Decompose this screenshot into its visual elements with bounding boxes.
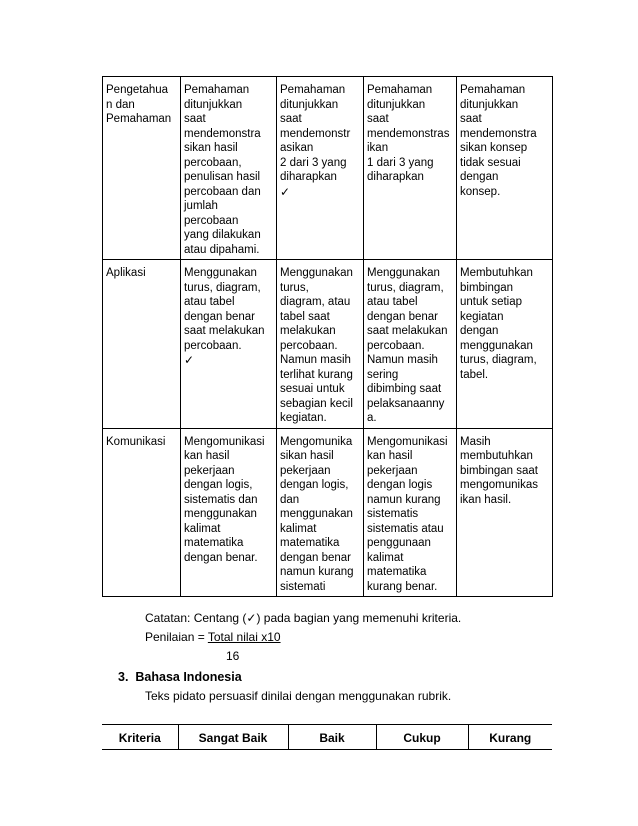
criteria-header-kurang: Kurang [468,725,552,750]
cell-line: konsep. [460,185,501,198]
rubric-cell [277,77,364,260]
cell-line: Masih [460,435,491,448]
cell-line: pekerjaan [280,464,331,477]
cell-line: Pemahaman [184,84,250,96]
cell-line: penggunaan [367,537,431,549]
rubric-cell [181,77,277,260]
cell-line: menggunakan [184,508,257,520]
cell-line: diharapkan [280,171,337,183]
cell-line: sistematis dan [184,493,258,506]
cell-line: mendemonstra [460,127,537,140]
cell-line: pekerjaan [367,464,418,477]
cell-line: matematika [184,537,244,549]
cell-line: dengan benar. [184,551,258,564]
cell-line: sesuai untuk [280,383,345,395]
criterion-line: Pemahaman [106,113,172,125]
penilaian-denominator: 16 [226,649,240,663]
cell-line: percobaan. [184,339,242,352]
section-description: Teks pidato persuasif dinilai dengan menggunakan rubrik. [145,689,452,703]
cell-line: ditunjukkan [460,98,519,111]
cell-line: sikan hasil [184,142,238,154]
cell-line: kegiatan. [280,412,327,424]
cell-line: dengan logis, [184,479,253,491]
cell-line: untuk setiap [460,296,523,308]
section-heading [118,670,242,684]
cell-line: membutuhkan [460,450,533,462]
cell-line: namun kurang [280,566,354,578]
cell-line: menggunakan [460,339,533,352]
rubric-body [103,77,553,597]
rubric-cell [277,428,364,597]
cell-line: ditunjukkan [184,98,243,111]
cell-line: sikan konsep [460,142,528,154]
cell-line: kalimat [280,522,317,535]
catatan-note: Catatan: Centang (✓) pada bagian yang memenuhi kriteria. [145,611,462,625]
cell-line: sering [367,368,399,381]
cell-line: namun kurang [367,493,441,506]
cell-line: kalimat [184,522,221,535]
cell-line: atau dipahami. [184,243,260,256]
cell-line: penulisan hasil [184,171,261,183]
rubric-cell [364,77,457,260]
cell-line: Namun masih [367,354,438,366]
criteria-header-sangat-baik: Sangat Baik [178,725,288,750]
cell-line: Menggunakan [184,267,257,279]
cell-line: mendemonstr [280,127,351,140]
criterion-cell [103,428,181,597]
rubric-cell [457,77,553,260]
cell-line: kan hasil [184,450,230,462]
cell-line: Membutuhkan [460,267,533,279]
cell-line: saat [460,113,482,125]
cell-line: mendemonstra [184,127,261,140]
cell-line: sikan hasil [280,450,334,462]
cell-line: sistematis [367,508,419,520]
section-title: Bahasa Indonesia [135,670,242,684]
cell-line: percobaan, [184,156,242,169]
cell-line: diharapkan [367,171,424,183]
cell-line: jumlah [184,200,218,212]
cell-line: ditunjukkan [367,98,426,111]
cell-line: turus, [280,281,309,294]
cell-line: kan hasil [367,450,413,462]
rubric-cell [181,428,277,597]
criterion-line: Pengetahua [106,84,169,96]
criteria-table [102,724,552,750]
cell-line: dengan logis, [280,479,349,491]
cell-line: percobaan [184,214,239,227]
cell-line: ikan [367,142,389,154]
cell-line: mengomunikas [460,479,538,491]
penilaian-numerator: Total nilai x10 [207,630,281,644]
cell-line: tabel saat [280,310,330,323]
cell-line: Namun masih [280,354,351,366]
cell-line: kegiatan [460,310,504,323]
cell-line: percobaan. [367,339,425,352]
check-icon: ✓ [184,353,195,367]
cell-line: mendemonstras [367,127,450,140]
cell-line: saat [367,113,389,125]
criterion-line: Komunikasi [106,435,166,448]
rubric-cell [457,260,553,429]
cell-line: dengan benar [367,310,438,323]
cell-line: percobaan dan [184,185,261,198]
cell-line: atau tabel [367,296,418,308]
rubric-cell [457,428,553,597]
rubric-table [102,76,553,597]
criteria-header-cukup: Cukup [376,725,468,750]
penilaian-prefix: Penilaian = [145,630,208,644]
cell-line: matematika [367,566,427,578]
cell-line: atau tabel [184,296,235,308]
cell-line: sistemati [280,580,326,593]
cell-line: turus, diagram, [460,354,537,366]
cell-line: terlihat kurang [280,368,353,381]
cell-line: Menggunakan [367,267,440,279]
cell-line: 1 dari 3 yang [367,156,434,169]
rubric-cell [181,260,277,429]
criterion-line: n dan [106,98,135,111]
cell-line: dengan benar [280,551,351,564]
cell-line: sistematis atau [367,522,444,535]
criteria-header-baik: Baik [288,725,376,750]
rubric-cell [364,260,457,429]
cell-line: kalimat [367,551,404,564]
cell-line: turus, diagram, [367,281,444,294]
cell-line: dengan benar [184,310,255,323]
cell-line: 2 dari 3 yang [280,156,347,169]
cell-line: dan [280,493,300,506]
cell-line: a. [367,412,377,424]
section-number: 3. [118,670,129,684]
cell-line: ikan hasil. [460,493,512,506]
cell-line: kurang benar. [367,580,438,593]
cell-line: dengan [460,171,499,183]
criterion-cell [103,77,181,260]
cell-line: Pemahaman [460,84,526,96]
cell-line: Pemahaman [280,84,346,96]
cell-line: Menggunakan [280,267,353,279]
rubric-row [103,260,553,429]
cell-line: Mengomunikasi [367,435,448,448]
cell-line: saat melakukan [184,325,265,337]
cell-line: saat [184,113,206,125]
rubric-cell [364,428,457,597]
cell-line: turus, diagram, [184,281,261,294]
cell-line: yang dilakukan [184,229,261,241]
cell-line: dengan [460,325,499,337]
cell-line: saat [280,113,302,125]
cell-line: Pemahaman [367,84,433,96]
cell-line: dengan logis [367,479,433,491]
cell-line: ditunjukkan [280,98,339,111]
cell-line: Mengomunikasi [184,435,265,448]
cell-line: sebagian kecil [280,397,353,410]
cell-line: matematika [280,537,340,549]
cell-line: dibimbing saat [367,383,442,395]
cell-line: pekerjaan [184,464,235,477]
cell-line: saat melakukan [367,325,448,337]
criteria-header-row [102,725,552,750]
cell-line: bimbingan saat [460,464,538,477]
cell-line: tabel. [460,368,489,381]
cell-line: asikan [280,142,314,154]
cell-line: menggunakan [280,508,353,520]
criteria-header-kriteria: Kriteria [102,725,178,750]
cell-line: tidak sesuai [460,156,521,169]
criterion-cell [103,260,181,429]
cell-line: pelaksanaanny [367,397,445,410]
cell-line: bimbingan [460,281,514,294]
penilaian-formula [145,630,281,644]
cell-line: percobaan. [280,339,338,352]
cell-line: diagram, atau [280,296,351,308]
rubric-cell [277,260,364,429]
rubric-row [103,77,553,260]
check-icon: ✓ [280,184,291,199]
rubric-row [103,428,553,597]
criterion-line: Aplikasi [106,267,146,279]
cell-line: Mengomunika [280,435,353,448]
cell-line: melakukan [280,325,336,337]
